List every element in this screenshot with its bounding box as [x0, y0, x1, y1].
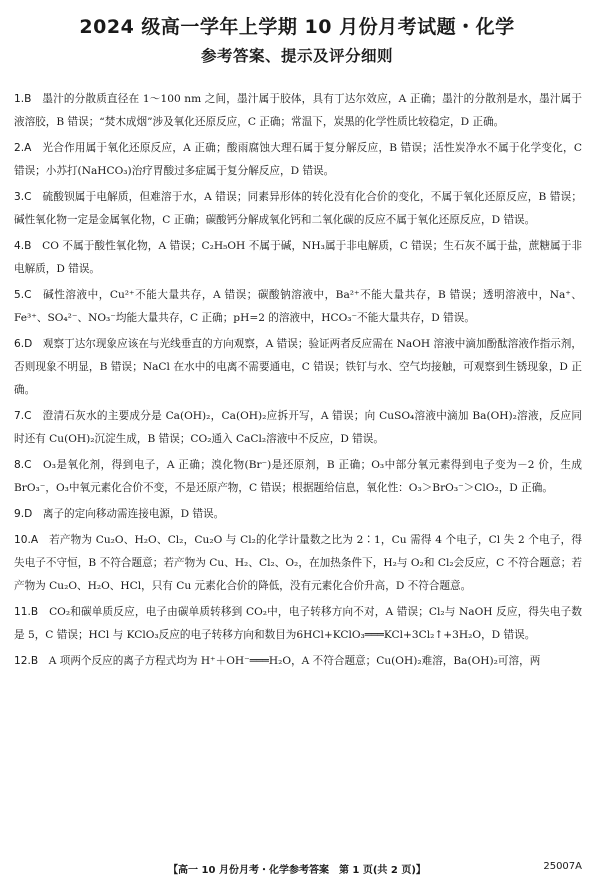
answer-text: 碱性溶液中，Cu²⁺不能大量共存，A 错误；碳酸钠溶液中，Ba²⁺不能大量共存，B 错误；透明溶液中，Na⁺、Fe³⁺、SO₄²⁻、NO₃⁻均能大量共存，C 正确；pH=2 的溶液中，HCO₃⁻不能大量共存，D 错误。	[14, 289, 582, 324]
answer-text: 光合作用属于氧化还原反应，A 正确；酸雨腐蚀大理石属于复分解反应，B 错误；活性炭净水不属于化学变化，C 错误；小苏打(NaHCO₃)治疗胃酸过多症属于复分解反应，D 错误。	[14, 142, 582, 177]
answer-number: 2.A	[14, 142, 32, 154]
answer-text: O₃是氧化剂，得到电子，A 正确；溴化物(Br⁻)是还原剂，B 正确；O₃中部分氧元素得到电子变为－2 价，生成 BrO₃⁻，O₃中氧元素化合价不变，不是还原产物，C 错误；根据题给信息，氧化性：O₃＞BrO₃⁻＞ClO₂，D 正确。	[14, 459, 582, 494]
answer-text: CO 不属于酸性氧化物，A 错误；C₂H₅OH 不属于碱，NH₃属于非电解质，C 错误；生石灰不属于盐，蔗糖属于非电解质，D 错误。	[14, 240, 583, 275]
answer-number: 6.D	[14, 338, 33, 350]
page-footer	[0, 861, 594, 881]
answer-item	[14, 88, 582, 134]
answer-number: 10.A	[14, 534, 39, 546]
answer-number: 3.C	[14, 191, 32, 203]
answer-item	[14, 235, 582, 281]
answer-number: 12.B	[14, 655, 39, 667]
answer-item	[14, 650, 582, 673]
footer-code: 25007A	[543, 861, 582, 872]
answer-number: 9.D	[14, 508, 33, 520]
answer-item	[14, 503, 582, 526]
page-subtitle: 参考答案、提示及评分细则	[200, 47, 393, 65]
answer-text: 硫酸钡属于电解质，但难溶于水，A 错误；同素异形体的转化没有化合价的变化，不属于氧化还原反应，B 错误；碱性氧化物一定是金属氧化物，C 正确；碳酸钙分解成氧化钙和二氧化碳的反应不属于氧化还原反应，D 错误。	[14, 191, 583, 226]
answer-number: 5.C	[14, 289, 32, 301]
answer-text: CO₂和碳单质反应，电子由碳单质转移到 CO₂中，电子转移方向不对，A 错误；Cl₂与 NaOH 反应，得失电子数是 5，C 错误；HCl 与 KClO₃反应的电子转移方向和数目为6HCl+KClO₃═══KCl+3Cl₂↑+3H₂O，D 错误。	[14, 606, 582, 641]
answer-item	[14, 186, 582, 232]
footer-page-info: 【高一 10 月份月考・化学参考答案 第 1 页(共 2 页)】	[168, 865, 426, 876]
answer-item	[14, 137, 582, 183]
answer-text: 澄清石灰水的主要成分是 Ca(OH)₂，Ca(OH)₂应拆开写，A 错误；向 CuSO₄溶液中滴加 Ba(OH)₂溶液，反应同时还有 Cu(OH)₂沉淀生成，B 错误；CO₂通入 CaCl₂溶液中不反应，D 错误。	[14, 410, 582, 445]
answer-number: 7.C	[14, 410, 32, 422]
answer-text: 观察丁达尔现象应该在与光线垂直的方向观察，A 错误；验证两者反应需在 NaOH 溶液中滴加酚酞溶液作指示剂，否则现象不明显，B 错误；NaCl 在水中的电离不需要通电，C 错误；铁钉与水、空气均接触，可观察到生锈现象，D 正确。	[14, 338, 583, 396]
answer-item	[14, 529, 582, 598]
answer-number: 11.B	[14, 606, 39, 618]
answer-number: 1.B	[14, 93, 32, 105]
answer-text: A 项两个反应的离子方程式均为 H⁺＋OH⁻═══H₂O，A 不符合题意；Cu(OH)₂难溶，Ba(OH)₂可溶，两	[48, 655, 541, 667]
answer-item	[14, 405, 582, 451]
answer-number: 4.B	[14, 240, 32, 252]
page-title: 2024 级高一学年上学期 10 月份月考试题・化学	[79, 16, 515, 38]
answer-item	[14, 333, 582, 402]
answer-text: 墨汁的分散质直径在 1～100 nm 之间，墨汁属于胶体，具有丁达尔效应，A 正确；墨汁的分散剂是水，墨汁属于液溶胶，B 错误；“焚木成烟”涉及氧化还原反应，C 正确；常温下，炭黑的化学性质比较稳定，D 正确。	[14, 93, 582, 128]
answer-item	[14, 454, 582, 500]
answer-list	[14, 88, 582, 676]
answer-item	[14, 601, 582, 647]
answer-text: 离子的定向移动需连接电源，D 错误。	[42, 508, 225, 520]
answer-text: 若产物为 Cu₂O、H₂O、Cl₂，Cu₂O 与 Cl₂的化学计量数之比为 2∶1，Cu 需得 4 个电子，Cl 失 2 个电子，得失电子不守恒，B 不符合题意；若产物为 Cu、H₂、Cl₂、O₂，在加热条件下，H₂与 O₂和 Cl₂会反应，C 不符合题意；若产物为 Cu₂O、H₂O、HCl，只有 Cu 元素化合价的降低，没有元素化合价升高，D 不符合题意。	[14, 534, 582, 592]
answer-item	[14, 284, 582, 330]
answer-number: 8.C	[14, 459, 32, 471]
